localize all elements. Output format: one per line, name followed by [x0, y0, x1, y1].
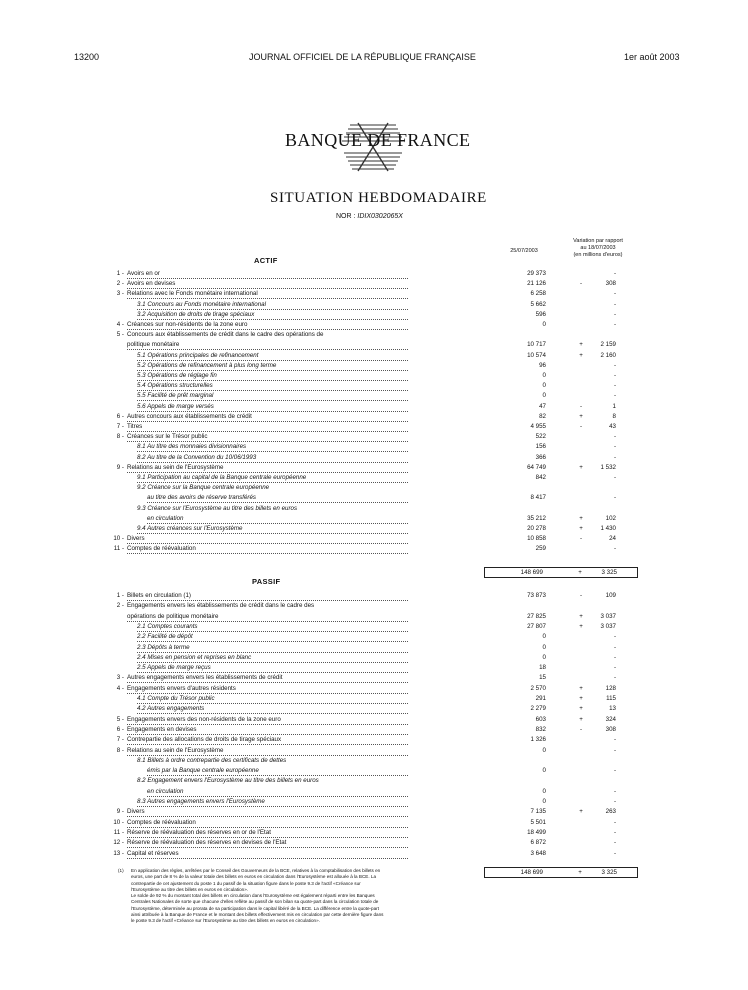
- row-change: -: [613, 494, 616, 502]
- row-label: 9.4 Autres créances sur l'Eurosystème: [137, 524, 408, 534]
- row-change: -: [613, 633, 616, 641]
- actif-row: [0, 442, 748, 451]
- row-number: 2 -: [116, 602, 124, 610]
- row-value: 0: [542, 798, 546, 805]
- actif-total-value: 148 699: [520, 569, 543, 576]
- row-label: Comptes de réévaluation: [127, 818, 408, 828]
- row-change: -: [613, 443, 616, 451]
- row-change: -: [613, 433, 616, 441]
- row-change: -: [613, 361, 616, 369]
- row-label: 9.3 Créance sur l'Eurosystème au titre des billets en euros: [137, 504, 298, 512]
- row-change: 102: [605, 514, 616, 522]
- actif-row: [0, 453, 748, 462]
- passif-row: [0, 838, 748, 847]
- row-value: 7 135: [530, 808, 546, 816]
- row-change-sign: -: [579, 592, 583, 599]
- row-change: -: [613, 736, 616, 744]
- row-change: -: [613, 474, 616, 481]
- row-change-sign: +: [579, 514, 583, 522]
- row-change-sign: -: [579, 725, 583, 733]
- row-change: -: [613, 767, 616, 775]
- row-label: 9.1 Participation au capital de la Banque centrale européenne: [137, 473, 408, 483]
- passif-row: [0, 601, 748, 610]
- row-change: -: [613, 321, 616, 328]
- row-label: Réserve de réévaluation des réserves en or de l'Etat: [127, 828, 408, 838]
- passif-row: [0, 715, 748, 724]
- row-number: 11 -: [113, 545, 124, 553]
- row-change: 128: [605, 684, 616, 692]
- document-title: SITUATION HEBDOMADAIRE: [270, 190, 487, 206]
- row-change-sign: +: [579, 705, 583, 713]
- footnote-line: le poste 9.3 de l'actif «Créance sur l'Eurosystème au titre des billets en euros en circulation».: [131, 918, 320, 924]
- passif-total-sign: +: [578, 869, 582, 876]
- passif-row: [0, 684, 748, 693]
- actif-total-change: 3 325: [601, 569, 617, 576]
- passif-row: [0, 612, 748, 621]
- row-label: 3.1 Concours au Fonds monétaire international: [137, 300, 408, 310]
- row-change-sign: +: [579, 808, 583, 816]
- row-value: 0: [542, 643, 546, 651]
- actif-total-sign: +: [578, 569, 582, 576]
- passif-heading: PASSIF: [252, 577, 281, 586]
- row-change: 3 037: [600, 622, 616, 630]
- row-value: 18 499: [527, 828, 546, 836]
- row-label: Autres concours aux établissements de crédit: [127, 412, 408, 422]
- row-number: 2 -: [116, 280, 124, 288]
- actif-row: [0, 493, 748, 502]
- passif-row: [0, 797, 748, 806]
- actif-row: [0, 279, 748, 288]
- row-change: -: [613, 839, 616, 847]
- row-change: -: [613, 787, 616, 795]
- actif-row: [0, 351, 748, 360]
- passif-row: [0, 756, 748, 765]
- row-change: -: [613, 382, 616, 390]
- nor-code: IDIX0302065X: [357, 213, 403, 220]
- passif-row: [0, 787, 748, 796]
- passif-row: [0, 591, 748, 600]
- row-value: 0: [542, 392, 546, 400]
- passif-row: [0, 849, 748, 858]
- actif-row: [0, 269, 748, 278]
- row-change-sign: -: [579, 535, 583, 543]
- row-change-sign: -: [579, 280, 583, 288]
- passif-row: [0, 643, 748, 652]
- actif-row: [0, 463, 748, 472]
- row-value: 82: [539, 412, 546, 420]
- row-label: Engagements en devises: [127, 725, 408, 735]
- row-number: 6 -: [116, 725, 124, 733]
- passif-row: [0, 673, 748, 682]
- row-label: Créances sur le Trésor public: [127, 432, 408, 442]
- passif-row: [0, 653, 748, 662]
- row-change: -: [613, 653, 616, 661]
- row-change-sign: +: [579, 351, 583, 359]
- column-variation: [556, 238, 640, 259]
- issue-date: 1er août 2003: [624, 52, 680, 62]
- row-label: Concours aux établissements de crédit dans le cadre des opérations de: [127, 331, 324, 339]
- footnote-line: En application des règles, arrêtées par le Conseil des Gouverneurs de la BCE, relatives à la comptabilisation des billets en: [131, 868, 381, 873]
- row-label: Divers: [127, 534, 408, 544]
- row-number: 8 -: [116, 433, 124, 441]
- actif-row: [0, 402, 748, 411]
- row-value: 10 858: [527, 535, 546, 543]
- row-number: 4 -: [116, 321, 124, 328]
- row-change-sign: +: [579, 684, 583, 692]
- row-value: 96: [539, 361, 546, 369]
- row-label: 2.1 Comptes courants: [137, 622, 408, 632]
- row-label: 2.5 Appels de marge reçus: [137, 663, 408, 673]
- row-label: 8.1 Au titre des monnaies divisionnaires: [137, 442, 408, 452]
- row-change-sign: +: [579, 463, 583, 471]
- footnote: [131, 868, 631, 925]
- passif-row: [0, 622, 748, 631]
- row-number: 6 -: [116, 412, 124, 420]
- row-label: 5.5 Facilité de prêt marginal: [137, 391, 408, 401]
- variation-line2: au 18/07/2003: [580, 245, 616, 251]
- row-change: 109: [605, 592, 616, 599]
- row-label: Avoirs en or: [127, 269, 408, 279]
- actif-row: [0, 504, 748, 513]
- row-value: 603: [535, 715, 546, 723]
- row-label: Contrepartie des allocations de droits de tirage spéciaux: [127, 735, 408, 745]
- bank-name: BANQUE DE FRANCE: [285, 130, 471, 150]
- row-label: 5.4 Opérations structurelles: [137, 381, 408, 391]
- row-change: 2 159: [600, 341, 616, 349]
- footnote-line: Centrales Nationales de sorte que chacune d'elles reflète au passif de son bilan sa quote-part dans la circulation totale de: [131, 899, 379, 905]
- row-value: 10 717: [527, 341, 546, 349]
- row-label: Engagements envers les établissements de crédit dans le cadre des: [127, 602, 315, 610]
- row-value: 27 825: [527, 612, 546, 620]
- row-change: 1 430: [600, 525, 616, 532]
- row-label: 5.3 Opérations de réglage fin: [137, 371, 408, 381]
- column-date: 25/07/2003: [510, 248, 538, 254]
- footnote-line: contrepartie de cet ajustement du poste 1 du passif de la situation figure dans le poste 9.3 de l'actif «Créance sur: [131, 880, 361, 886]
- actif-heading: ACTIF: [254, 256, 278, 265]
- row-label: 2.2 Facilité de dépôt: [137, 632, 408, 642]
- row-value: 0: [542, 382, 546, 390]
- row-change: 8: [612, 412, 616, 420]
- row-label: Réserve de réévaluation des réserves en devises de l'Etat: [127, 838, 408, 848]
- actif-total: [484, 567, 638, 578]
- row-value: 522: [535, 433, 546, 441]
- passif-row: [0, 694, 748, 703]
- actif-row: [0, 361, 748, 370]
- passif-row: [0, 766, 748, 775]
- row-value: 47: [539, 402, 546, 410]
- actif-row: [0, 432, 748, 441]
- row-number: 12 -: [113, 839, 124, 847]
- row-value: 20 278: [527, 525, 546, 532]
- passif-row: [0, 663, 748, 672]
- passif-row: [0, 632, 748, 641]
- row-label: émis par la Banque centrale européenne: [147, 766, 408, 776]
- nor-reference: [336, 213, 403, 220]
- nor-label: NOR :: [336, 213, 356, 220]
- row-change: 1 532: [600, 463, 616, 471]
- row-label: 2.4 Mises en pension et reprises en blanc: [137, 653, 408, 663]
- actif-row: [0, 320, 748, 329]
- row-change-sign: +: [579, 412, 583, 420]
- row-change-sign: +: [579, 612, 583, 620]
- row-number: 3 -: [116, 674, 124, 682]
- passif-total-value: 148 699: [520, 869, 543, 876]
- row-value: 2 279: [530, 705, 546, 713]
- actif-row: [0, 381, 748, 390]
- actif-row: [0, 289, 748, 298]
- actif-row: [0, 300, 748, 309]
- actif-row: [0, 422, 748, 431]
- row-value: 18: [539, 664, 546, 672]
- row-change: -: [613, 674, 616, 682]
- actif-row: [0, 524, 748, 533]
- row-number: 9 -: [116, 808, 124, 816]
- row-value: 0: [542, 653, 546, 661]
- row-label: Créances sur non-résidents de la zone euro: [127, 320, 408, 330]
- row-label: Billets en circulation (1): [127, 591, 408, 601]
- row-value: 35 212: [527, 514, 546, 522]
- row-number: 5 -: [116, 331, 124, 339]
- passif-row: [0, 725, 748, 734]
- row-label: Divers: [127, 807, 408, 817]
- passif-row: [0, 704, 748, 713]
- row-number: 5 -: [116, 715, 124, 723]
- row-value: 10 574: [527, 351, 546, 359]
- row-value: 259: [535, 545, 546, 553]
- actif-row: [0, 340, 748, 349]
- row-value: 29 373: [527, 270, 546, 277]
- footnote-mark: (1): [118, 868, 124, 873]
- row-value: 6 258: [530, 290, 546, 298]
- row-change: -: [613, 545, 616, 553]
- row-value: 366: [535, 453, 546, 461]
- row-number: 9 -: [116, 463, 124, 471]
- footnote-line: l'Eurosystème au titre des billets en euros en circulation».: [131, 886, 249, 892]
- row-change: -: [613, 372, 616, 379]
- row-number: 11 -: [113, 828, 124, 836]
- row-change: 43: [609, 423, 616, 430]
- row-number: 1 -: [116, 270, 124, 277]
- row-number: 7 -: [116, 736, 124, 744]
- row-change: -: [613, 849, 616, 857]
- variation-line1: Variation par rapport: [573, 238, 623, 244]
- footnote-line: ainsi attribuée à la Banque de France et le montant des billets effectivement mis en circulation par cette dernière figure dans: [131, 912, 384, 918]
- actif-row: [0, 473, 748, 482]
- row-change: 308: [605, 280, 616, 288]
- actif-row: [0, 412, 748, 421]
- row-change: -: [613, 643, 616, 651]
- row-label: Engagements envers d'autres résidents: [127, 684, 408, 694]
- row-value: 5 501: [530, 818, 546, 826]
- row-label: Engagements envers des non-résidents de la zone euro: [127, 715, 408, 725]
- footnote-line: l'Eurosystème, déterminée au prorata de sa participation dans le capital libéré de la BCE. La différence entre la quote-part: [131, 905, 379, 911]
- row-change: 308: [605, 725, 616, 733]
- actif-row: [0, 544, 748, 553]
- row-value: 1 326: [530, 736, 546, 744]
- row-change: -: [613, 818, 616, 826]
- unit-label: (en millions d'euros): [573, 252, 623, 258]
- row-number: 8 -: [116, 746, 124, 754]
- row-number: 13 -: [113, 849, 124, 857]
- row-change: -: [613, 290, 616, 298]
- row-value: 3 648: [530, 849, 546, 857]
- row-value: 832: [535, 725, 546, 733]
- row-label: au titre des avoirs de réserve transférés: [147, 493, 408, 503]
- row-label: politique monétaire: [127, 340, 408, 350]
- row-label: opérations de politique monétaire: [127, 612, 408, 622]
- row-value: 5 662: [530, 300, 546, 308]
- row-label: 5.1 Opérations principales de refinancement: [137, 351, 408, 361]
- journal-title: JOURNAL OFFICIEL DE LA RÉPUBLIQUE FRANÇAISE: [249, 52, 476, 62]
- passif-row: [0, 818, 748, 827]
- row-value: 4 955: [530, 423, 546, 430]
- row-change: 115: [606, 695, 616, 702]
- passif-total-change: 3 325: [601, 869, 617, 876]
- row-label: Titres: [127, 422, 408, 432]
- actif-row: [0, 371, 748, 380]
- row-value: 15: [539, 674, 546, 682]
- row-value: 6 872: [530, 839, 546, 847]
- actif-row: [0, 330, 748, 339]
- row-label: Avoirs en devises: [127, 279, 408, 289]
- footnote-line: euros, une part de 8 % de la valeur totale des billets en euros en circulation dans l'Eurosystème est allouée à la BCE. La: [131, 874, 376, 880]
- row-label: 4.2 Autres engagements: [137, 704, 408, 714]
- passif-row: [0, 776, 748, 785]
- row-change: -: [613, 664, 616, 672]
- row-change: -: [613, 828, 616, 836]
- row-change-sign: +: [579, 715, 583, 723]
- row-change: -: [613, 453, 616, 461]
- footnote-line: Le solde de 92 % du montant total des billets en circulation dans l'Eurosystème est également réparti entre les Banques: [131, 893, 375, 899]
- row-label: Relations avec le Fonds monétaire international: [127, 289, 408, 299]
- row-value: 596: [535, 310, 546, 318]
- row-value: 8 417: [530, 494, 546, 502]
- row-value: 64 749: [527, 463, 546, 471]
- row-change-sign: -: [579, 423, 583, 430]
- row-value: 21 126: [527, 280, 546, 288]
- row-change: 263: [605, 808, 616, 816]
- row-change: -: [613, 310, 616, 318]
- row-value: 0: [542, 321, 546, 328]
- row-value: 73 873: [527, 592, 546, 599]
- row-value: 0: [542, 633, 546, 641]
- row-change-sign: -: [579, 402, 583, 410]
- row-value: 842: [535, 474, 546, 481]
- row-change-sign: +: [579, 622, 583, 630]
- row-change-sign: +: [579, 525, 583, 532]
- actif-row: [0, 391, 748, 400]
- row-number: 7 -: [116, 423, 124, 430]
- row-label: Autres engagements envers les établissements de crédit: [127, 673, 408, 683]
- row-label: 8.2 Engagement envers l'Eurosystème au titre des billets en euros: [137, 777, 319, 785]
- row-value: 0: [542, 372, 546, 379]
- row-label: 9.2 Créance sur la Banque centrale européenne: [137, 484, 270, 492]
- row-change: -: [613, 270, 616, 277]
- row-value: 0: [542, 787, 546, 795]
- row-label: 5.6 Appels de marge versés: [137, 402, 408, 412]
- page-number: 13200: [74, 52, 100, 62]
- row-label: 2.3 Dépôts à terme: [137, 643, 408, 653]
- actif-row: [0, 534, 748, 543]
- row-label: Capital et réserves: [127, 849, 408, 859]
- row-value: 291: [535, 695, 546, 702]
- row-value: 156: [535, 443, 546, 451]
- row-change: 2 160: [600, 351, 616, 359]
- row-value: 27 807: [527, 622, 546, 630]
- row-change: -: [613, 798, 616, 805]
- row-number: 10 -: [113, 535, 124, 543]
- passif-row: [0, 828, 748, 837]
- row-label: 8.1 Billets à ordre contrepartie des certificats de dettes: [137, 756, 287, 764]
- passif-row: [0, 735, 748, 744]
- row-value: 0: [542, 767, 546, 775]
- row-label: 3.2 Acquisition de droits de tirage spéciaux: [137, 310, 408, 320]
- row-label: 4.1 Compte du Trésor public: [137, 694, 408, 704]
- row-label: Comptes de réévaluation: [127, 544, 408, 554]
- passif-row: [0, 807, 748, 816]
- passif-row: [0, 746, 748, 755]
- row-label: Relations au sein de l'Eurosystème: [127, 746, 408, 756]
- row-number: 3 -: [116, 290, 124, 298]
- row-label: 8.3 Autres engagements envers l'Eurosystème: [137, 797, 408, 807]
- row-change-sign: +: [579, 341, 583, 349]
- row-label: en circulation: [147, 514, 408, 524]
- row-number: 4 -: [116, 684, 124, 692]
- actif-row: [0, 514, 748, 523]
- row-change: 13: [609, 705, 616, 713]
- row-number: 10 -: [113, 818, 124, 826]
- row-change: 3 037: [600, 612, 616, 620]
- row-label: 5.2 Opérations de refinancement à plus long terme: [137, 361, 408, 371]
- row-label: en circulation: [147, 787, 408, 797]
- row-change: 24: [609, 535, 616, 543]
- row-label: Relations au sein de l'Eurosystème: [127, 463, 408, 473]
- row-change: -: [613, 746, 616, 754]
- row-change: 324: [605, 715, 616, 723]
- row-value: 2 570: [530, 684, 546, 692]
- row-change-sign: +: [579, 695, 583, 702]
- row-label: 8.2 Au titre de la Convention du 10/06/1993: [137, 453, 408, 463]
- actif-row: [0, 483, 748, 492]
- row-change: -: [613, 392, 616, 400]
- actif-row: [0, 310, 748, 319]
- row-number: 1 -: [116, 592, 124, 599]
- row-change: 1: [612, 402, 616, 410]
- row-value: 0: [542, 746, 546, 754]
- row-change: -: [613, 300, 616, 308]
